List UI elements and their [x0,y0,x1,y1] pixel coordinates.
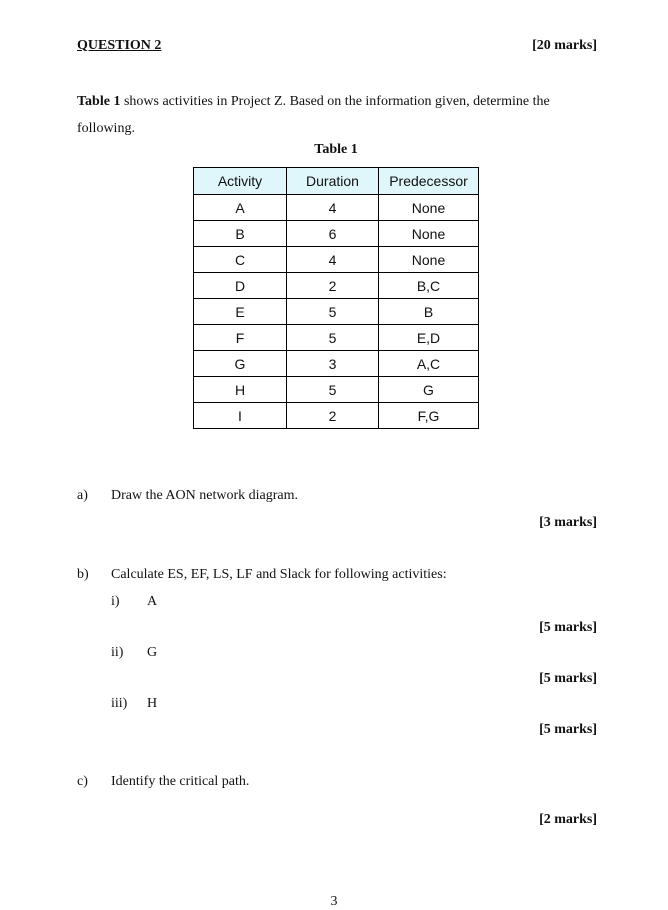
cell-duration: 5 [287,299,379,325]
sub-question-text: G [147,645,158,660]
cell-duration: 2 [287,273,379,299]
table-row [194,325,479,351]
sub-question-label: iii) [111,696,128,711]
cell-duration: 4 [287,247,379,273]
cell-predecessor: None [379,195,479,221]
question-a-marks: [3 marks] [539,515,597,530]
cell-activity: B [194,221,287,247]
cell-duration: 6 [287,221,379,247]
cell-duration: 4 [287,195,379,221]
cell-activity: I [194,403,287,429]
question-c-label: c) [77,774,88,789]
cell-predecessor: B [379,299,479,325]
cell-duration: 5 [287,377,379,403]
table-row [194,377,479,403]
cell-activity: H [194,377,287,403]
cell-activity: E [194,299,287,325]
intro-text: shows activities in Project Z. Based on the information given, determine the following. [77,94,550,136]
header-activity: Activity [194,168,287,195]
table-row [194,247,479,273]
cell-duration: 3 [287,351,379,377]
intro-table-ref: Table 1 [77,94,121,109]
sub-question-label: i) [111,594,120,609]
cell-duration: 2 [287,403,379,429]
cell-predecessor: F,G [379,403,479,429]
cell-activity: A [194,195,287,221]
cell-activity: D [194,273,287,299]
table-caption: Table 1 [314,142,358,157]
table-header-row [194,168,479,195]
sub-question-marks: [5 marks] [539,620,597,635]
total-marks: [20 marks] [532,38,597,53]
activities-table [193,167,479,429]
question-a-text: Draw the AON network diagram. [111,488,299,503]
table-row [194,195,479,221]
table-row [194,351,479,377]
cell-predecessor: B,C [379,273,479,299]
question-a-label: a) [77,488,88,503]
sub-question-text: A [147,594,158,609]
sub-question-label: ii) [111,645,124,660]
cell-predecessor: G [379,377,479,403]
sub-question-marks: [5 marks] [539,722,597,737]
sub-question-marks: [5 marks] [539,671,597,686]
cell-activity: C [194,247,287,273]
question-b-label: b) [77,567,89,582]
intro-paragraph [77,88,597,142]
cell-predecessor: A,C [379,351,479,377]
cell-activity: F [194,325,287,351]
sub-question-text: H [147,696,158,711]
header-duration: Duration [287,168,379,195]
table-row [194,403,479,429]
cell-predecessor: None [379,247,479,273]
question-c-marks: [2 marks] [539,812,597,827]
header-predecessor: Predecessor [379,168,479,195]
question-heading: QUESTION 2 [77,38,162,53]
question-c-text: Identify the critical path. [111,774,250,789]
cell-predecessor: E,D [379,325,479,351]
table-row [194,221,479,247]
table-row [194,273,479,299]
question-b-text: Calculate ES, EF, LS, LF and Slack for following activities: [111,567,447,582]
cell-predecessor: None [379,221,479,247]
page-number: 3 [330,894,338,909]
table-row [194,299,479,325]
cell-activity: G [194,351,287,377]
cell-duration: 5 [287,325,379,351]
